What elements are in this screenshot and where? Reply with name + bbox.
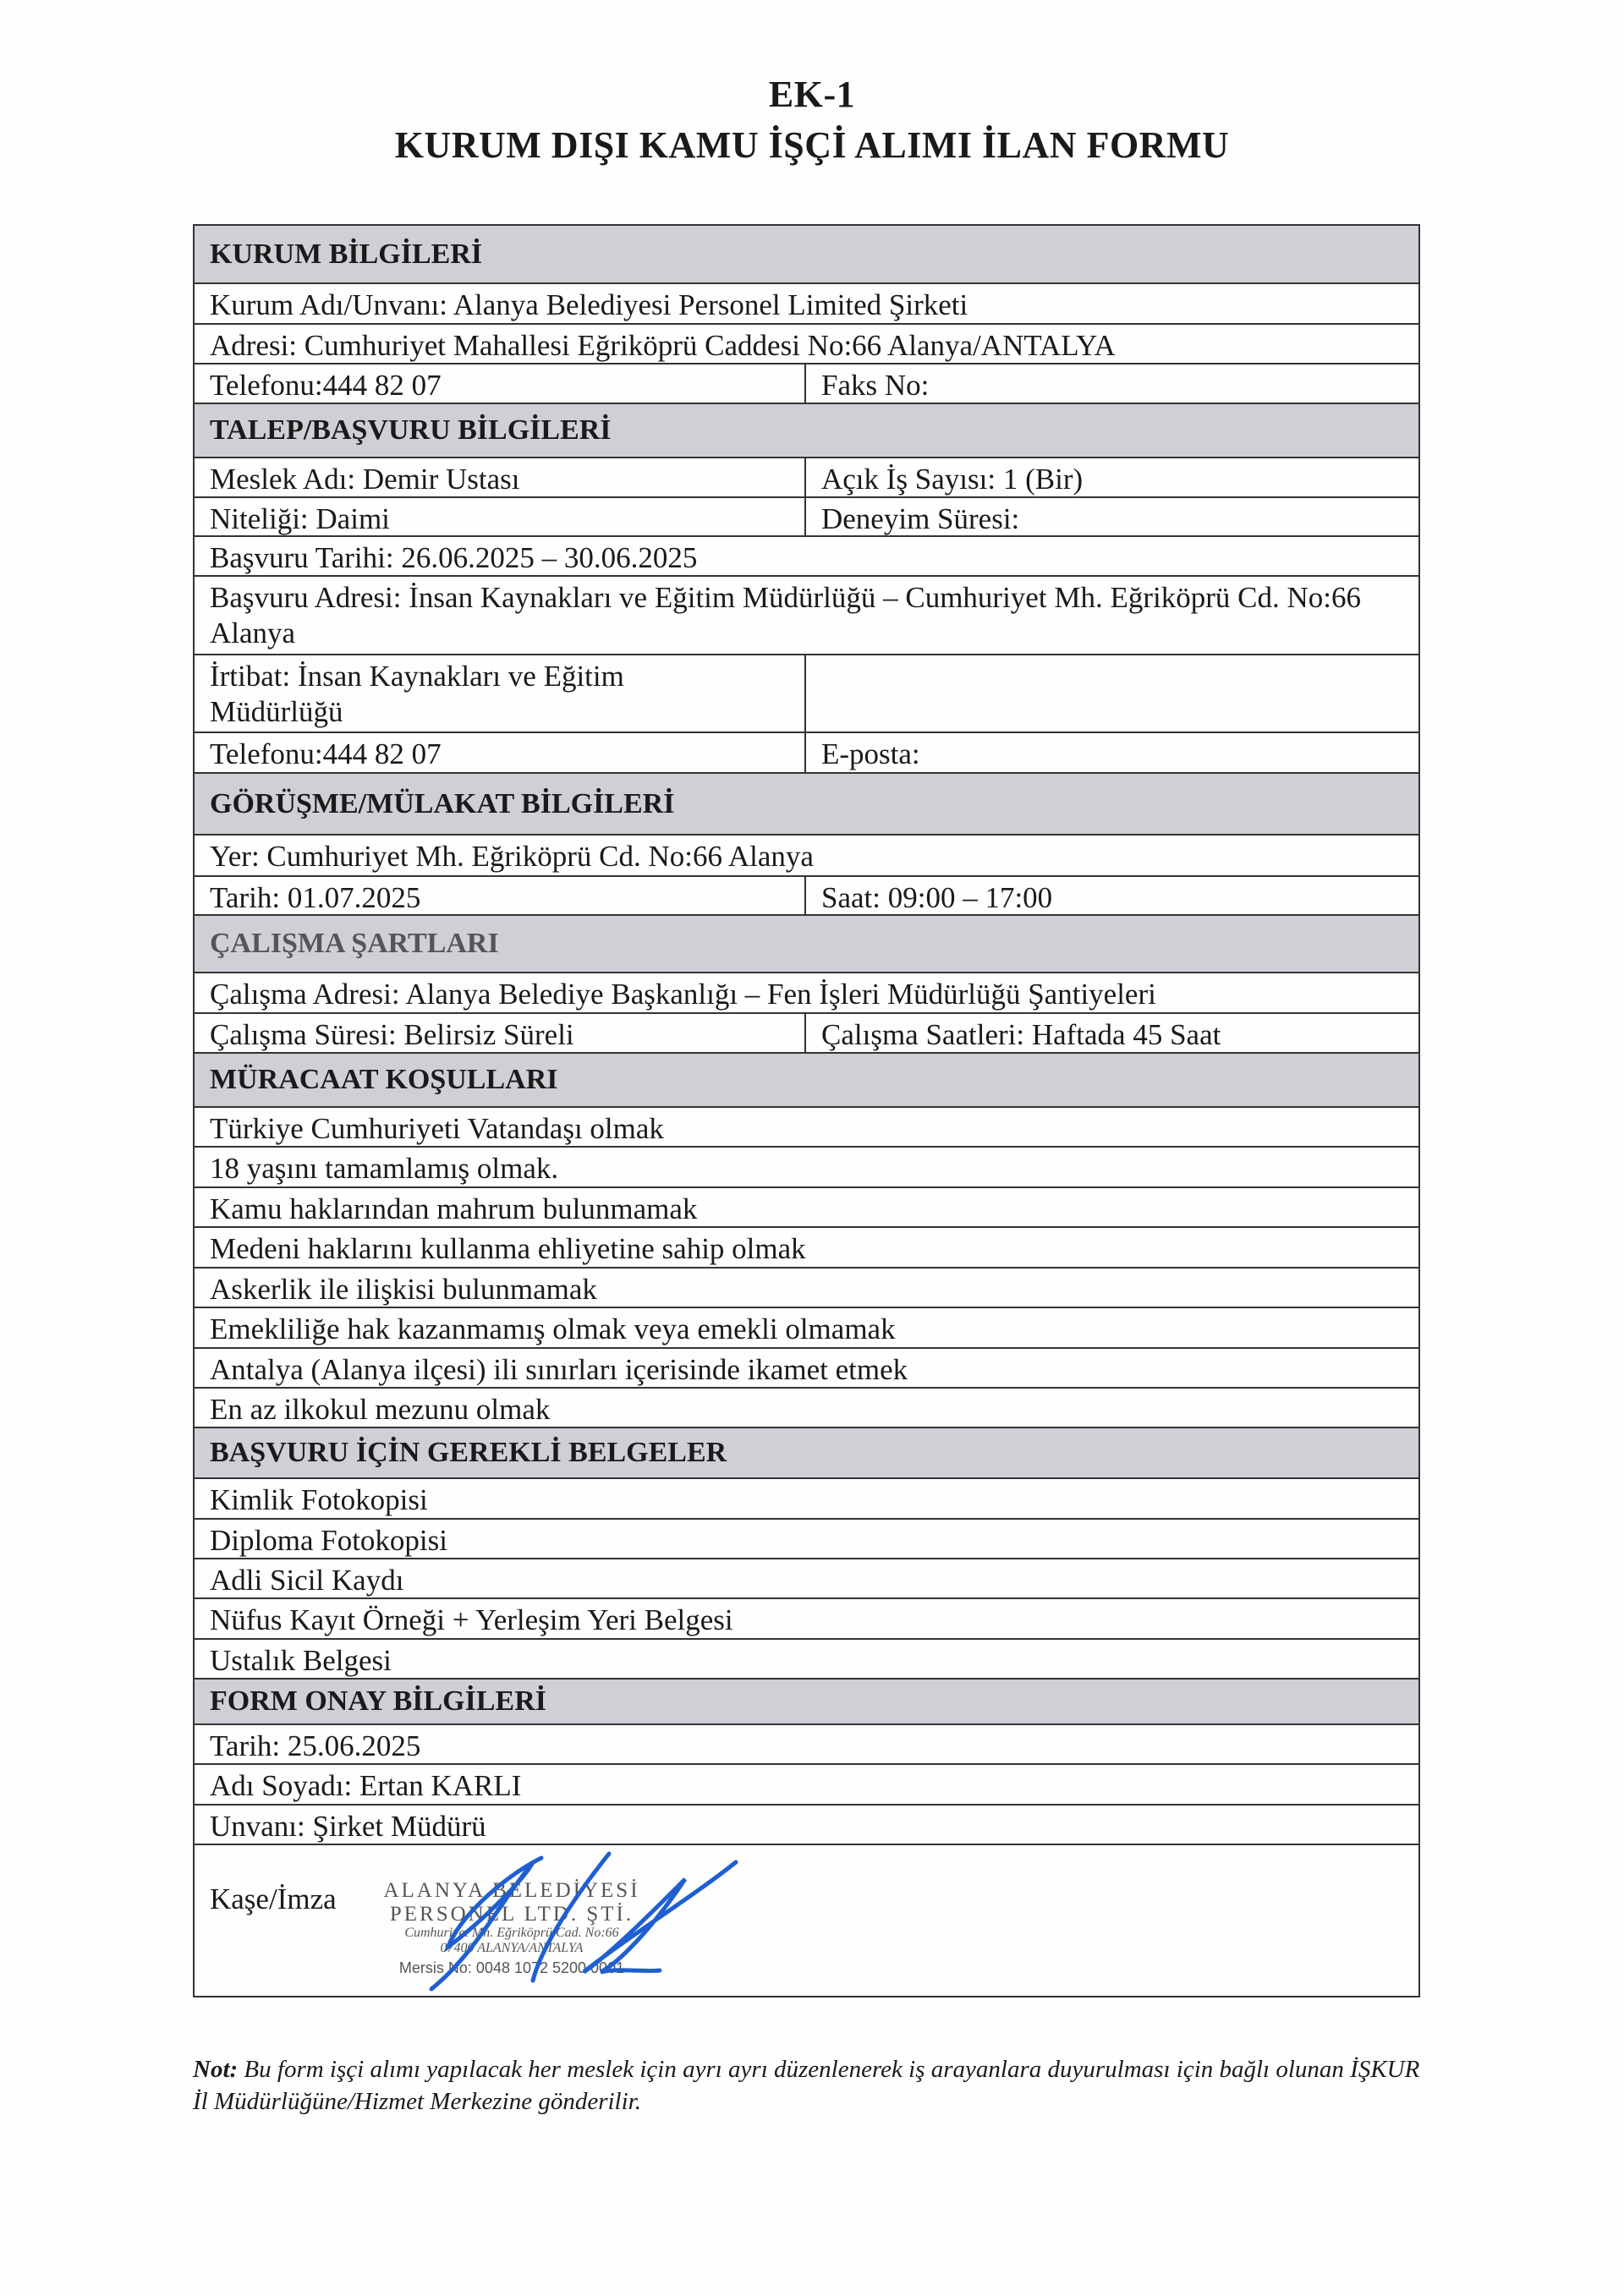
- requirement-item: Medeni haklarını kullanma ehliyetine sahip olmak: [195, 1228, 1418, 1269]
- requirement-item: Emekliliğe hak kazanmamış olmak veya emekli olmamak: [195, 1308, 1418, 1349]
- document-item: Ustalık Belgesi: [195, 1640, 1418, 1680]
- interview-date: Tarih: 01.07.2025: [195, 877, 806, 914]
- requirement-item: Türkiye Cumhuriyeti Vatandaşı olmak: [195, 1108, 1418, 1148]
- work-terms-row: [195, 1014, 1418, 1054]
- company-stamp: ALANYA BELEDİYESİ PERSONEL LTD. ŞTİ. Cumhuriyet Mh. Eğriköprü Cad. No:66 07400 ALANYA/ANTALYA Mersis No: 0048 1072 5200 0001: [383, 1879, 640, 1977]
- job-nature: Niteliği: Daimi: [195, 498, 806, 535]
- job-name: Meslek Adı: Demir Ustası: [195, 458, 806, 496]
- requirement-item: Kamu haklarından mahrum bulunmamak: [195, 1188, 1418, 1228]
- institution-contact-row: [195, 364, 1418, 404]
- interview-time: Saat: 09:00 – 17:00: [821, 881, 1053, 914]
- job-row: [195, 458, 1418, 498]
- annex-label: EK-1: [768, 74, 856, 115]
- work-duration: Çalışma Süresi: Belirsiz Süreli: [195, 1014, 806, 1052]
- signature-row: [195, 1845, 1418, 1997]
- institution-phone: Telefonu:444 82 07: [195, 364, 806, 403]
- open-positions: Açık İş Sayısı: 1 (Bir): [821, 463, 1084, 496]
- approval-date: Tarih: 25.06.2025: [195, 1725, 1418, 1765]
- section-header-belgeler: BAŞVURU İÇİN GEREKLİ BELGELER: [195, 1428, 1418, 1479]
- announcement-form: [193, 224, 1420, 1997]
- application-dates: Başvuru Tarihi: 26.06.2025 – 30.06.2025: [195, 537, 1418, 577]
- footnote: [193, 2053, 1428, 2118]
- approver-name: Adı Soyadı: Ertan KARLI: [195, 1765, 1418, 1806]
- contact-phone-row: [195, 733, 1418, 774]
- note-text: Bu form işçi alımı yapılacak her meslek için ayrı ayrı düzenlenerek iş arayanlara duyurulması için bağlı olunan İŞKUR İl Müdürlüğüne/Hizmet Merkezine gönderilir.: [193, 2056, 1420, 2115]
- handwritten-signature: [330, 1845, 804, 1994]
- application-address: Başvuru Adresi: İnsan Kaynakları ve Eğitim Müdürlüğü – Cumhuriyet Mh. Eğriköprü Cd. No:66 Alanya: [195, 577, 1418, 655]
- interview-time-row: [195, 877, 1418, 916]
- section-header-talep: TALEP/BAŞVURU BİLGİLERİ: [195, 404, 1418, 458]
- section-header-gorusme: GÖRÜŞME/MÜLAKAT BİLGİLERİ: [195, 774, 1418, 836]
- requirement-item: En az ilkokul mezunu olmak: [195, 1389, 1418, 1428]
- nature-row: [195, 498, 1418, 537]
- contact-phone: Telefonu:444 82 07: [195, 733, 806, 772]
- institution-fax: Faks No:: [821, 369, 930, 402]
- document-item: Kimlik Fotokopisi: [195, 1479, 1418, 1520]
- note-label: Not:: [193, 2056, 239, 2083]
- contact-row: [195, 655, 1418, 733]
- interview-place: Yer: Cumhuriyet Mh. Eğriköprü Cd. No:66 Alanya: [195, 836, 1418, 877]
- work-address: Çalışma Adresi: Alanya Belediye Başkanlığı – Fen İşleri Müdürlüğü Şantiyeleri: [195, 973, 1418, 1014]
- form-title: KURUM DIŞI KAMU İŞÇİ ALIMI İLAN FORMU: [394, 124, 1230, 166]
- institution-name: Kurum Adı/Unvanı: Alanya Belediyesi Personel Limited Şirketi: [195, 284, 1418, 325]
- document-item: Diploma Fotokopisi: [195, 1520, 1418, 1559]
- section-header-kurum: KURUM BİLGİLERİ: [195, 226, 1418, 284]
- contact-email: E-posta:: [821, 737, 920, 770]
- approver-title: Unvanı: Şirket Müdürü: [195, 1806, 1418, 1845]
- requirement-item: 18 yaşını tamamlamış olmak.: [195, 1148, 1418, 1188]
- signature-label: Kaşe/İmza: [210, 1882, 337, 1915]
- section-header-muracaat: MÜRACAAT KOŞULLARI: [195, 1054, 1418, 1108]
- work-hours: Çalışma Saatleri: Haftada 45 Saat: [821, 1018, 1221, 1051]
- contact-unit: İrtibat: İnsan Kaynakları ve Eğitim Müdürlüğü: [195, 655, 806, 732]
- requirement-item: Antalya (Alanya ilçesi) ili sınırları içerisinde ikamet etmek: [195, 1349, 1418, 1389]
- section-header-calisma: ÇALIŞMA ŞARTLARI: [195, 916, 1418, 973]
- document-item: Adli Sicil Kaydı: [195, 1559, 1418, 1599]
- section-header-onay: FORM ONAY BİLGİLERİ: [195, 1680, 1418, 1725]
- institution-address: Adresi: Cumhuriyet Mahallesi Eğriköprü Caddesi No:66 Alanya/ANTALYA: [195, 325, 1418, 364]
- document-item: Nüfus Kayıt Örneği + Yerleşim Yeri Belgesi: [195, 1599, 1418, 1640]
- experience: Deneyim Süresi:: [821, 502, 1020, 535]
- requirement-item: Askerlik ile ilişkisi bulunmamak: [195, 1269, 1418, 1308]
